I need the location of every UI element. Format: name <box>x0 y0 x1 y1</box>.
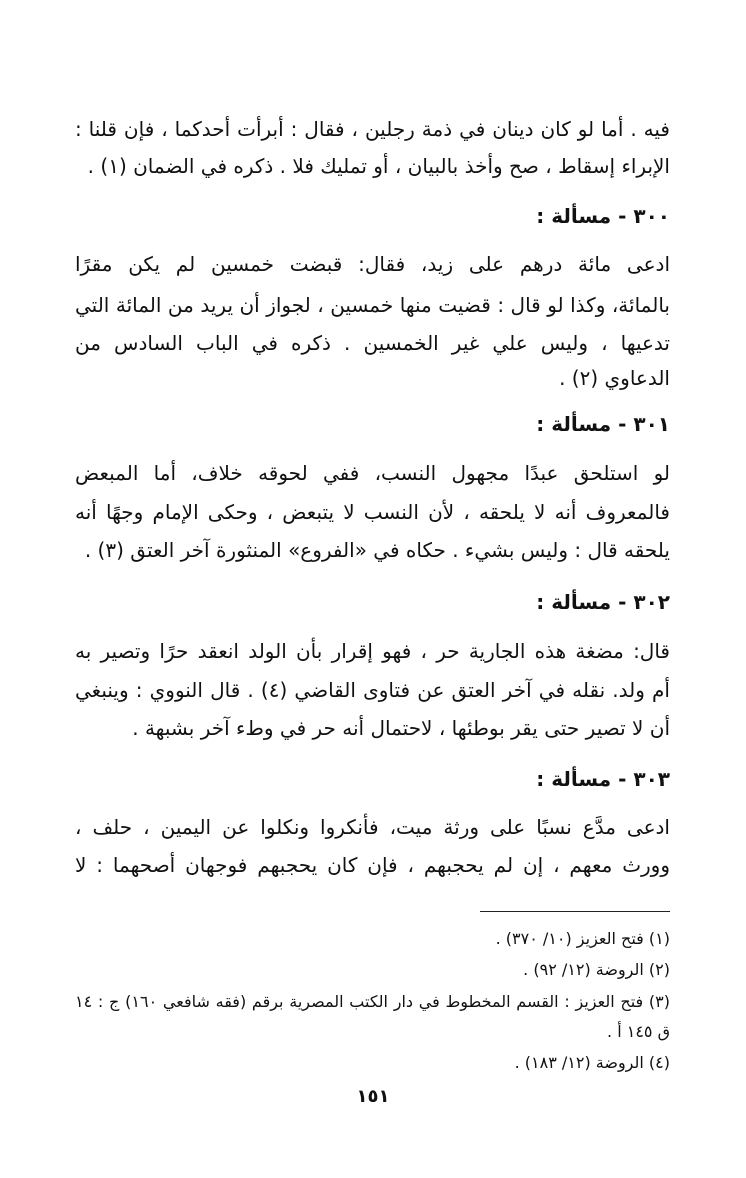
footnote-4: (٤) الروضة (١٢/ ١٨٣) . <box>514 1053 670 1072</box>
section-heading-300: ٣٠٠ - مسألة : <box>536 204 670 228</box>
text-line: فالمعروف أنه لا يلحقه ، لأن النسب لا يتبعض ، وحكى الإمام وجهًا أنه <box>75 500 670 524</box>
text-line: الإبراء إسقاط ، صح وأخذ بالبيان ، أو تمليك فلا . ذكره في الضمان (١) . <box>87 154 670 178</box>
footnote-3-continued: ق ١٤٥ أ . <box>607 1022 670 1041</box>
section-heading-301: ٣٠١ - مسألة : <box>536 412 670 436</box>
footnote-separator <box>480 911 670 912</box>
footnote-1: (١) فتح العزيز (١٠/ ٣٧٠) . <box>495 929 670 948</box>
text-line: قال: مضغة هذه الجارية حر ، فهو إقرار بأن الولد انعقد حرًا وتصير به <box>75 639 670 663</box>
text-line: لو استلحق عبدًا مجهول النسب، ففي لحوقه خلاف، أما المبعض <box>75 461 670 485</box>
text-line: ادعى مدَّع نسبًا على ورثة ميت، فأنكروا ونكلوا عن اليمين ، حلف ، <box>75 815 670 839</box>
page-number: ١٥١ <box>356 1086 390 1107</box>
section-heading-302: ٣٠٢ - مسألة : <box>536 590 670 614</box>
footnote-2: (٢) الروضة (١٢/ ٩٢) . <box>523 960 670 979</box>
text-line: أم ولد. نقله في آخر العتق عن فتاوى القاضي (٤) . قال النووي : وينبغي <box>75 678 670 702</box>
text-line: ادعى مائة درهم على زيد، فقال: قبضت خمسين لم يكن مقرًا <box>75 252 670 276</box>
text-line: الدعاوي (٢) . <box>559 366 670 390</box>
text-line: تدعيها ، وليس علي غير الخمسين . ذكره في الباب السادس من <box>75 331 670 355</box>
text-line: فيه . أما لو كان دينان في ذمة رجلين ، فقال : أبرأت أحدكما ، فإن قلنا : <box>75 117 670 141</box>
text-line: وورث معهم ، إن لم يحجبهم ، فإن كان يحجبهم فوجهان أصحهما : لا <box>75 853 670 877</box>
text-line: أن لا تصير حتى يقر بوطئها ، لاحتمال أنه حر في وطء آخر بشبهة . <box>132 716 670 740</box>
text-line: بالمائة، وكذا لو قال : قضيت منها خمسين ، لجواز أن يريد من المائة التي <box>75 293 670 317</box>
section-heading-303: ٣٠٣ - مسألة : <box>536 767 670 791</box>
text-line: يلحقه قال : وليس بشيء . حكاه في «الفروع» المنثورة آخر العتق (٣) . <box>84 538 670 562</box>
footnote-3: (٣) فتح العزيز : القسم المخطوط في دار الكتب المصرية برقم (فقه شافعي ١٦٠) ج : ١٤ <box>75 992 670 1011</box>
